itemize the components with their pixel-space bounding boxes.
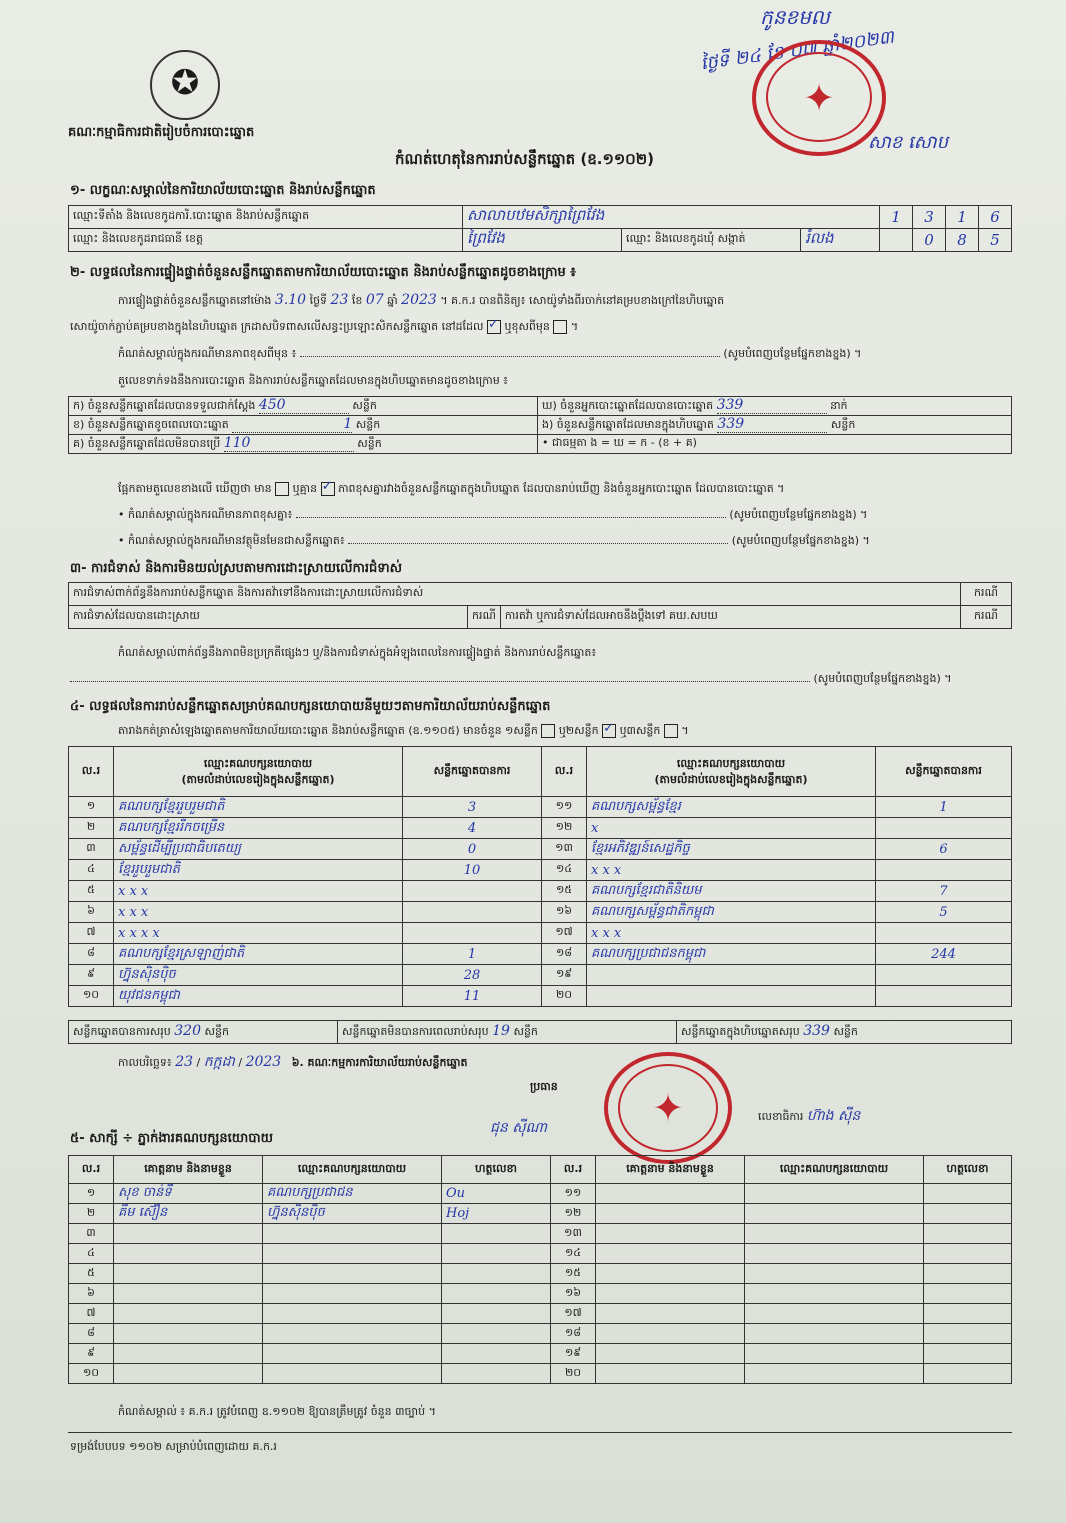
vote-count [876, 965, 1012, 986]
tally-sheet-count: តារាងកត់ត្រាសំឡេងឆ្នោតតាមការិយាល័យបោះឆ្នោត និងរាប់សន្លឹកឆ្នោត (ឧ.១១០៥) មានចំនួន ១សន្លឹក ឬ២សន្លឹក ✓ ឬ៣សន្លឹក ។ [118, 724, 689, 740]
row-number: ១៣ [542, 839, 587, 860]
party-name: គណបក្សខ្មែររីកចម្រើន [114, 818, 403, 839]
vote-count [876, 818, 1012, 839]
section2-title: ២- លទ្ធផលនៃការផ្ទៀងផ្ទាត់ចំនួនសន្លឹកឆ្នោតតាមការិយាល័យបោះឆ្នោត និងរាប់សន្លឹកឆ្នោតដូចខាងក្រោម ៖ [70, 265, 576, 280]
empty-cell [924, 1224, 1012, 1244]
secretary-field: លេខាធិការ ហ៊ាង ស៊ីន [758, 1108, 861, 1124]
row-number: ១៦ [542, 902, 587, 923]
witness-name [114, 1364, 263, 1384]
empty-cell [924, 1364, 1012, 1384]
empty-cell [596, 1224, 745, 1244]
empty-cell [924, 1324, 1012, 1344]
witness-table: ល.រ គោត្តនាម និងនាមខ្លួន ឈ្មោះគណបក្សនយោបាយ ហត្ថលេខា ល.រ គោត្តនាម និងនាមខ្លួន ឈ្មោះគណបក្សនយោបាយ ហត្ថលេខា ១ សុខ ចាន់ទី គណបក្សប្រជាជន Ou ១១ ២ គីម ស៊ឿន ហ្វ៊ុនស៊ិនប៉ិច Hoj ១២ ៣ ១៣ ៤ ១៤ ៥ ១៥ ៦ ១៦ ៧ ១៧ ៨ ១៨ ៩ ១៩ ១០ ២០ [68, 1155, 1012, 1384]
empty-cell [596, 1324, 745, 1344]
empty-cell [745, 1224, 924, 1244]
witness-signature [442, 1344, 551, 1364]
row-number: ១២ [542, 818, 587, 839]
vote-count: 6 [876, 839, 1012, 860]
row-number: ៨ [69, 1324, 114, 1344]
total-valid: 320 [174, 1023, 201, 1039]
figures-intro: តួលេខទាក់ទងនឹងការបោះឆ្នោត និងការរាប់សន្លឹកឆ្នោតដែលមានក្នុងហិបឆ្នោតមានដូចខាងក្រោម ៖ [118, 374, 509, 387]
witness-name [114, 1304, 263, 1324]
table-row [69, 986, 1012, 1007]
objection-resolved: ការជំទាស់ដែលបានដោះស្រាយ [69, 606, 468, 629]
objection-row-1: ការជំទាស់ពាក់ព័ន្ធនឹងការរាប់សន្លឹកឆ្នោត និងការតវ៉ាទៅនឹងការដោះស្រាយលើការជំទាស់ [69, 583, 961, 606]
ko-value: 110 [224, 435, 354, 452]
party-name: ខ្មែរអភិវឌ្ឍន៍សេដ្ឋកិច្ច [587, 839, 876, 860]
table-row [69, 1304, 1012, 1324]
row-number: ១៨ [551, 1324, 596, 1344]
party-name: x [587, 818, 876, 839]
row-number: ២០ [551, 1364, 596, 1384]
row-number: ៨ [69, 944, 114, 965]
table-row [69, 1204, 1012, 1224]
empty-cell [745, 1344, 924, 1364]
table-row [69, 944, 1012, 965]
party-name: x x x [114, 902, 403, 923]
empty-cell [924, 1244, 1012, 1264]
province-label: ឈ្មោះ និងលេខកូដរាជធានី ខេត្ត [69, 229, 463, 252]
total-invalid: 19 [492, 1023, 510, 1039]
witness-signature [442, 1264, 551, 1284]
has-difference-checkbox[interactable] [275, 482, 289, 496]
table-row [69, 923, 1012, 944]
row-number: ៩ [69, 965, 114, 986]
party-name: x x x [114, 881, 403, 902]
signing-date: កាលបរិច្ឆេទ៖ 23 / កក្កដា / 2023 ៦. គណៈកម្មការការិយាល័យរាប់សន្លឹកឆ្នោត [118, 1054, 468, 1070]
office-code-digit: 1 [880, 206, 913, 229]
empty-cell [924, 1284, 1012, 1304]
witness-party [263, 1224, 442, 1244]
row-number: ១៧ [542, 923, 587, 944]
row-number: ១៦ [551, 1284, 596, 1304]
annotation-line-3: សាខ សោប [868, 132, 948, 153]
row-number: ១៤ [542, 860, 587, 881]
empty-cell [745, 1284, 924, 1304]
row-number: ១៥ [551, 1264, 596, 1284]
province-value: ព្រៃវែង [463, 229, 622, 252]
office-code-digit: 1 [946, 206, 979, 229]
date-year: 2023 [245, 1054, 282, 1070]
official-seal-bottom [604, 1052, 732, 1164]
vote-count: 7 [876, 881, 1012, 902]
ka-value: 450 [259, 397, 349, 414]
empty-cell [924, 1184, 1012, 1204]
date-month: កក្កដា [203, 1054, 235, 1070]
foreign-object-note: • កំណត់សម្គាល់ក្នុងករណីមានវត្ថុមិនមែនជាសន្លឹកឆ្នោត៖ (សូមបំពេញបន្ថែមផ្នែកខាងខ្នង) ។ [118, 534, 870, 547]
table-row [69, 1264, 1012, 1284]
witness-party: គណបក្សប្រជាជន [263, 1184, 442, 1204]
irregularity-fill: (សូមបំពេញបន្ថែមផ្នែកខាងខ្នង) ។ [70, 672, 1014, 688]
row-number: ៤ [69, 860, 114, 881]
vote-count: 5 [876, 902, 1012, 923]
witness-signature [442, 1304, 551, 1324]
commune-value: រំលង [801, 229, 880, 252]
gho-value: 339 [717, 397, 827, 414]
vote-count: 244 [876, 944, 1012, 965]
office-code-digit: 3 [913, 206, 946, 229]
party-name: គណបក្សសម្ព័ន្ធជាតិកម្ពុជា [587, 902, 876, 923]
vote-count: 1 [876, 797, 1012, 818]
table-row [69, 797, 1012, 818]
empty-cell [745, 1324, 924, 1344]
row-number: ១៧ [551, 1304, 596, 1324]
empty-cell [596, 1344, 745, 1364]
commune-code-digit: 5 [979, 229, 1012, 252]
secretary-signature: ហ៊ាង ស៊ីន [806, 1108, 861, 1124]
row-number: ១ [69, 1184, 114, 1204]
objection-appeal: ការតវ៉ា ឬការជំទាស់ដែលអាចនឹងប្តឹងទៅ គឃ.សបឃ [500, 606, 960, 629]
chair-label: ប្រធាន [530, 1080, 558, 1093]
empty-cell [745, 1244, 924, 1264]
vote-count [876, 986, 1012, 1007]
annotation-line-2: ថ្ងៃទី ២៤ ខែ ០៧ ឆ្នាំ២០២៣ [699, 26, 896, 75]
empty-cell [596, 1364, 745, 1384]
seal-emblem-icon: ✦ [803, 76, 835, 120]
vote-count: 11 [403, 986, 542, 1007]
footer-text: ទម្រង់បែបបទ ១១០២ សម្រាប់បំពេញដោយ គ.ក.រ [70, 1440, 277, 1453]
row-number: ១ [69, 797, 114, 818]
witness-body [69, 1184, 1012, 1384]
party-name: គណបក្សសម្ព័ន្ធខ្មែរ [587, 797, 876, 818]
row-number: ១៩ [551, 1344, 596, 1364]
row-number: ១២ [551, 1204, 596, 1224]
witness-signature [442, 1324, 551, 1344]
no-difference-checkbox[interactable] [321, 482, 335, 496]
table-row [69, 1324, 1012, 1344]
section5-note: កំណត់សម្គាល់ ៖ គ.ក.រ ត្រូវបំពេញ ឧ.១១០២ ឱ្យបានត្រឹមត្រូវ ចំនួន ៣ច្បាប់ ។ [118, 1405, 436, 1418]
difference-note-2: • កំណត់សម្គាល់ក្នុងករណីមានភាពខុសគ្នា៖ (សូមបំពេញបន្ថែមផ្នែកខាងខ្នង) ។ [118, 508, 868, 521]
vote-count [876, 923, 1012, 944]
party-name: ខ្មែររួបរួមជាតិ [114, 860, 403, 881]
table-row [69, 1364, 1012, 1384]
witness-party [263, 1284, 442, 1304]
commune-code-digit: 0 [913, 229, 946, 252]
witness-signature [442, 1284, 551, 1304]
changed-checkbox[interactable] [553, 320, 567, 334]
verify-day: 23 [330, 292, 349, 308]
empty-cell [745, 1364, 924, 1384]
comparison-paragraph: ផ្អែកតាមតួលេខខាងលើ ឃើញថា មាន ឬគ្មាន ✓ ភាពខុសគ្នារវាងចំនួនសន្លឹកឆ្នោតក្នុងហិបឆ្នោត ដែលបានរាប់ឃើញ និងចំនួនអ្នកបោះឆ្នោត ដែលបានបោះឆ្នោត ។ [118, 482, 784, 498]
row-number: ៣ [69, 1224, 114, 1244]
witness-signature [442, 1364, 551, 1384]
commune-code-digit: 8 [946, 229, 979, 252]
section1-table [68, 205, 1012, 252]
row-number: ១១ [551, 1184, 596, 1204]
office-name-label: ឈ្មោះទីតាំង និងលេខកូដការិ.បោះឆ្នោត និងរាប់សន្លឹកឆ្នោត [69, 206, 463, 229]
results-body [69, 797, 1012, 1007]
total-in-box: 339 [803, 1023, 830, 1039]
witness-name [114, 1244, 263, 1264]
commune-label: ឈ្មោះ និងលេខកូដឃុំ សង្កាត់ [622, 229, 801, 252]
row-number: ១៤ [551, 1244, 596, 1264]
table-row [69, 1244, 1012, 1264]
annotation-line-1: កូនខមល [760, 5, 830, 29]
witness-signature [442, 1224, 551, 1244]
row-number: ១៣ [551, 1224, 596, 1244]
two-sheets-checkbox[interactable] [602, 724, 616, 738]
empty-cell [924, 1204, 1012, 1224]
party-name [587, 965, 876, 986]
witness-name [114, 1284, 263, 1304]
verify-year: 2023 [401, 292, 437, 308]
section1-title: ១- លក្ខណៈសម្គាល់នៃការិយាល័យបោះឆ្នោត និងរាប់សន្លឹកឆ្នោត [70, 183, 376, 198]
party-name: x x x [587, 923, 876, 944]
party-name: គណបក្សប្រជាជនកម្ពុជា [587, 944, 876, 965]
table-row [69, 965, 1012, 986]
witness-name: គីម ស៊ឿន [114, 1204, 263, 1224]
objection-table: ការជំទាស់ពាក់ព័ន្ធនឹងការរាប់សន្លឹកឆ្នោត និងការតវ៉ាទៅនឹងការដោះស្រាយលើការជំទាស់ ករណី ការជំទាស់ដែលបានដោះស្រាយ ករណី ការតវ៉ា ឬការជំទាស់ដែលអាចនឹងប្តឹងទៅ គឃ.សបឃ ករណី [68, 582, 1012, 629]
official-seal-top [752, 40, 886, 156]
results-totals: សន្លឹកឆ្នោតបានការសរុប 320 សន្លឹក សន្លឹកឆ្នោតមិនបានការពេលរាប់សរុប 19 សន្លឹក សន្លឹកឆ្នោតក្នុងហិបឆ្នោតសរុប 339 សន្លឹក [68, 1020, 1012, 1044]
row-number: ២ [69, 1204, 114, 1224]
witness-signature: Hoj [442, 1204, 551, 1224]
ngo-value: 339 [717, 416, 827, 433]
witness-name [114, 1264, 263, 1284]
party-name: សម្ព័ន្ធដើម្បីប្រជាធិបតេយ្យ [114, 839, 403, 860]
table-row [69, 1224, 1012, 1244]
irregularity-note: កំណត់សម្គាល់ពាក់ព័ន្ធនឹងភាពមិនប្រក្រតីផ្សេងៗ ឬ/និងការជំទាស់ក្នុងអំឡុងពេលនៃការផ្ទៀងផ្ទាត់ និងការរាប់សន្លឹកឆ្នោត៖ [118, 646, 597, 659]
vote-count: 0 [403, 839, 542, 860]
row-number: ១៩ [542, 965, 587, 986]
witness-name [114, 1324, 263, 1344]
witness-party [263, 1324, 442, 1344]
witness-party [263, 1344, 442, 1364]
section5-title: ៥- សាក្សី ÷ ភ្នាក់ងារគណបក្សនយោបាយ [70, 1131, 273, 1146]
vote-count: 28 [403, 965, 542, 986]
table-row [69, 839, 1012, 860]
org-name: គណៈកម្មាធិការជាតិរៀបចំការបោះឆ្នោត [68, 125, 255, 140]
chair-signature: ជុន ស៊ីណា [490, 1120, 548, 1136]
empty-cell [924, 1264, 1012, 1284]
empty-cell [745, 1304, 924, 1324]
witness-signature [442, 1244, 551, 1264]
table-row [69, 881, 1012, 902]
party-name: គណបក្សខ្មែរជាតិនិយម [587, 881, 876, 902]
row-number: ១០ [69, 1364, 114, 1384]
row-number: ៥ [69, 881, 114, 902]
vote-count [403, 923, 542, 944]
form-title: កំណត់ហេតុនៃការរាប់សន្លឹកឆ្នោត (ឧ.១១០២) [395, 150, 655, 168]
table-row [69, 1284, 1012, 1304]
difference-note: កំណត់សម្គាល់ក្នុងករណីមានភាពខុសពីមុន ៖ (សូមបំពេញបន្ថែមផ្នែកខាងខ្នង) ។ [118, 347, 862, 360]
one-sheet-checkbox[interactable] [541, 724, 555, 738]
empty-cell [596, 1284, 745, 1304]
empty-cell [924, 1344, 1012, 1364]
row-number: ៣ [69, 839, 114, 860]
row-number: ១០ [69, 986, 114, 1007]
row-number: ៦ [69, 1284, 114, 1304]
row-number: ១៥ [542, 881, 587, 902]
row-number: ៥ [69, 1264, 114, 1284]
vote-count: 3 [403, 797, 542, 818]
vote-count: 4 [403, 818, 542, 839]
witness-party: ហ្វ៊ុនស៊ិនប៉ិច [263, 1204, 442, 1224]
verification-paragraph: ការផ្ទៀងផ្ទាត់ចំនួនសន្លឹកឆ្នោតនៅម៉ោង 3.10 ថ្ងៃទី 23 ខែ 07 ឆ្នាំ 2023 ។ គ.ក.រ បានពិនិត្យ៖ សោយ៉ូទាំងពីរចាក់នៅគម្របខាងក្រៅនៃហិបឆ្នោត [118, 292, 725, 308]
party-name: x x x [587, 860, 876, 881]
verify-month: 07 [365, 292, 384, 308]
table-row [69, 1344, 1012, 1364]
table-row [69, 818, 1012, 839]
vote-count [403, 881, 542, 902]
verify-time: 3.10 [274, 292, 307, 308]
row-number: ៦ [69, 902, 114, 923]
empty-cell [596, 1244, 745, 1264]
seal-condition-paragraph: សោយ៉ូចាក់ភ្ជាប់គម្របខាងក្នុងនៃហិបឆ្នោត ក្រដាសបិទពាសលើសន្ធះប្រឡោះសិកសន្លឹកឆ្នោត នៅដដែល ✓ ឬខុសពីមុន ។ [70, 320, 578, 336]
empty-cell [745, 1264, 924, 1284]
row-number: ១១ [542, 797, 587, 818]
table-row [69, 1184, 1012, 1204]
three-sheets-checkbox[interactable] [664, 724, 678, 738]
row-number: ៤ [69, 1244, 114, 1264]
witness-party [263, 1244, 442, 1264]
national-emblem-icon: ✪ [150, 50, 220, 120]
footer-divider [68, 1432, 1012, 1433]
section3-title: ៣- ការជំទាស់ និងការមិនយល់ស្របតាមការដោះស្រាយលើការជំទាស់ [70, 561, 402, 576]
witness-signature: Ou [442, 1184, 551, 1204]
empty-cell [596, 1304, 745, 1324]
formula: • ជាធម្មតា ង = ឃ = ក - (ខ + គ) [538, 435, 1012, 454]
party-name: គណបក្សខ្មែររួបរួមជាតិ [114, 797, 403, 818]
party-name: យុវជនកម្ពុជា [114, 986, 403, 1007]
party-name: ហ្វ៊ុនស៊ិនប៉ិច [114, 965, 403, 986]
witness-party [263, 1264, 442, 1284]
vote-count: 1 [403, 944, 542, 965]
vote-count [876, 860, 1012, 881]
results-table: ល.រ ឈ្មោះគណបក្សនយោបាយ (តាមលំដាប់លេខរៀងក្នុងសន្លឹកឆ្នោត) សន្លឹកឆ្នោតបានការ ល.រ ឈ្មោះគណបក្សនយោបាយ (តាមលំដាប់លេខរៀងក្នុងសន្លឹកឆ្នោត) សន្លឹកឆ្នោតបានការ ១ គណបក្សខ្មែររួបរួមជាតិ 3 ១១ គណបក្សសម្ព័ន្ធខ្មែរ 1 ២ គណបក្សខ្មែររីកចម្រើន 4 ១២ x ៣ សម្ព័ន្ធដើម្បីប្រជាធិបតេយ្យ 0 ១៣ ខ្មែរអភិវឌ្ឍន៍សេដ្ឋកិច្ច 6 ៤ ខ្មែររួបរួមជាតិ 10 ១៤ x x x ៥ x x x ១៥ គណបក្សខ្មែរជាតិនិយម 7 ៦ x x x ១៦ គណបក្សសម្ព័ន្ធជាតិកម្ពុជា 5 ៧ x x x x ១៧ x x x ៨ គណបក្សខ្មែរស្រឡាញ់ជាតិ 1 ១៨ គណបក្សប្រជាជនកម្ពុជា 244 ៩ ហ្វ៊ុនស៊ិនប៉ិច 28 ១៩ ១០ យុវជនកម្ពុជា 11 ២០ [68, 746, 1012, 1007]
row-number: ១៨ [542, 944, 587, 965]
table-row [69, 902, 1012, 923]
date-day: 23 [175, 1054, 194, 1070]
party-name [587, 986, 876, 1007]
witness-name [114, 1224, 263, 1244]
seal-emblem-icon: ✦ [652, 1086, 684, 1130]
witness-party [263, 1364, 442, 1384]
unchanged-checkbox[interactable] [487, 320, 501, 334]
vote-count: 10 [403, 860, 542, 881]
kha-value: 1 [232, 416, 352, 433]
empty-cell [596, 1264, 745, 1284]
empty-cell [596, 1204, 745, 1224]
empty-cell [745, 1204, 924, 1224]
row-number: ២ [69, 818, 114, 839]
table-row [69, 860, 1012, 881]
empty-cell [745, 1184, 924, 1204]
empty-cell [596, 1184, 745, 1204]
row-number: ៧ [69, 1304, 114, 1324]
witness-party [263, 1304, 442, 1324]
party-name: គណបក្សខ្មែរស្រឡាញ់ជាតិ [114, 944, 403, 965]
party-name: x x x x [114, 923, 403, 944]
witness-name [114, 1344, 263, 1364]
row-number: ២០ [542, 986, 587, 1007]
witness-name: សុខ ចាន់ទី [114, 1184, 263, 1204]
figures-table: ក) ចំនួនសន្លឹកឆ្នោតដែលបានទទួលជាក់ស្តែង 450 សន្លឹក ឃ) ចំនួនអ្នកបោះឆ្នោតដែលបានបោះឆ្នោត 339 នាក់ ខ) ចំនួនសន្លឹកឆ្នោតខូចពេលបោះឆ្នោត 1 សន្លឹក ង) ចំនួនសន្លឹកឆ្នោតដែលមានក្នុងហិបឆ្នោត 339 សន្លឹក គ) ចំនួនសន្លឹកឆ្នោតដែលមិនបានប្រើ 110 សន្លឹក • ជាធម្មតា ង = ឃ = ក - (ខ + គ) [68, 396, 1012, 454]
empty-cell [924, 1304, 1012, 1324]
row-number: ៧ [69, 923, 114, 944]
office-code-digit: 6 [979, 206, 1012, 229]
vote-count [403, 902, 542, 923]
office-name-value: សាលាបឋមសិក្សាព្រៃវែង [463, 206, 880, 229]
section4-title: ៤- លទ្ធផលនៃការរាប់សន្លឹកឆ្នោតសម្រាប់គណបក្សនយោបាយនីមួយៗតាមការិយាល័យរាប់សន្លឹកឆ្នោត [70, 699, 551, 714]
row-number: ៩ [69, 1344, 114, 1364]
